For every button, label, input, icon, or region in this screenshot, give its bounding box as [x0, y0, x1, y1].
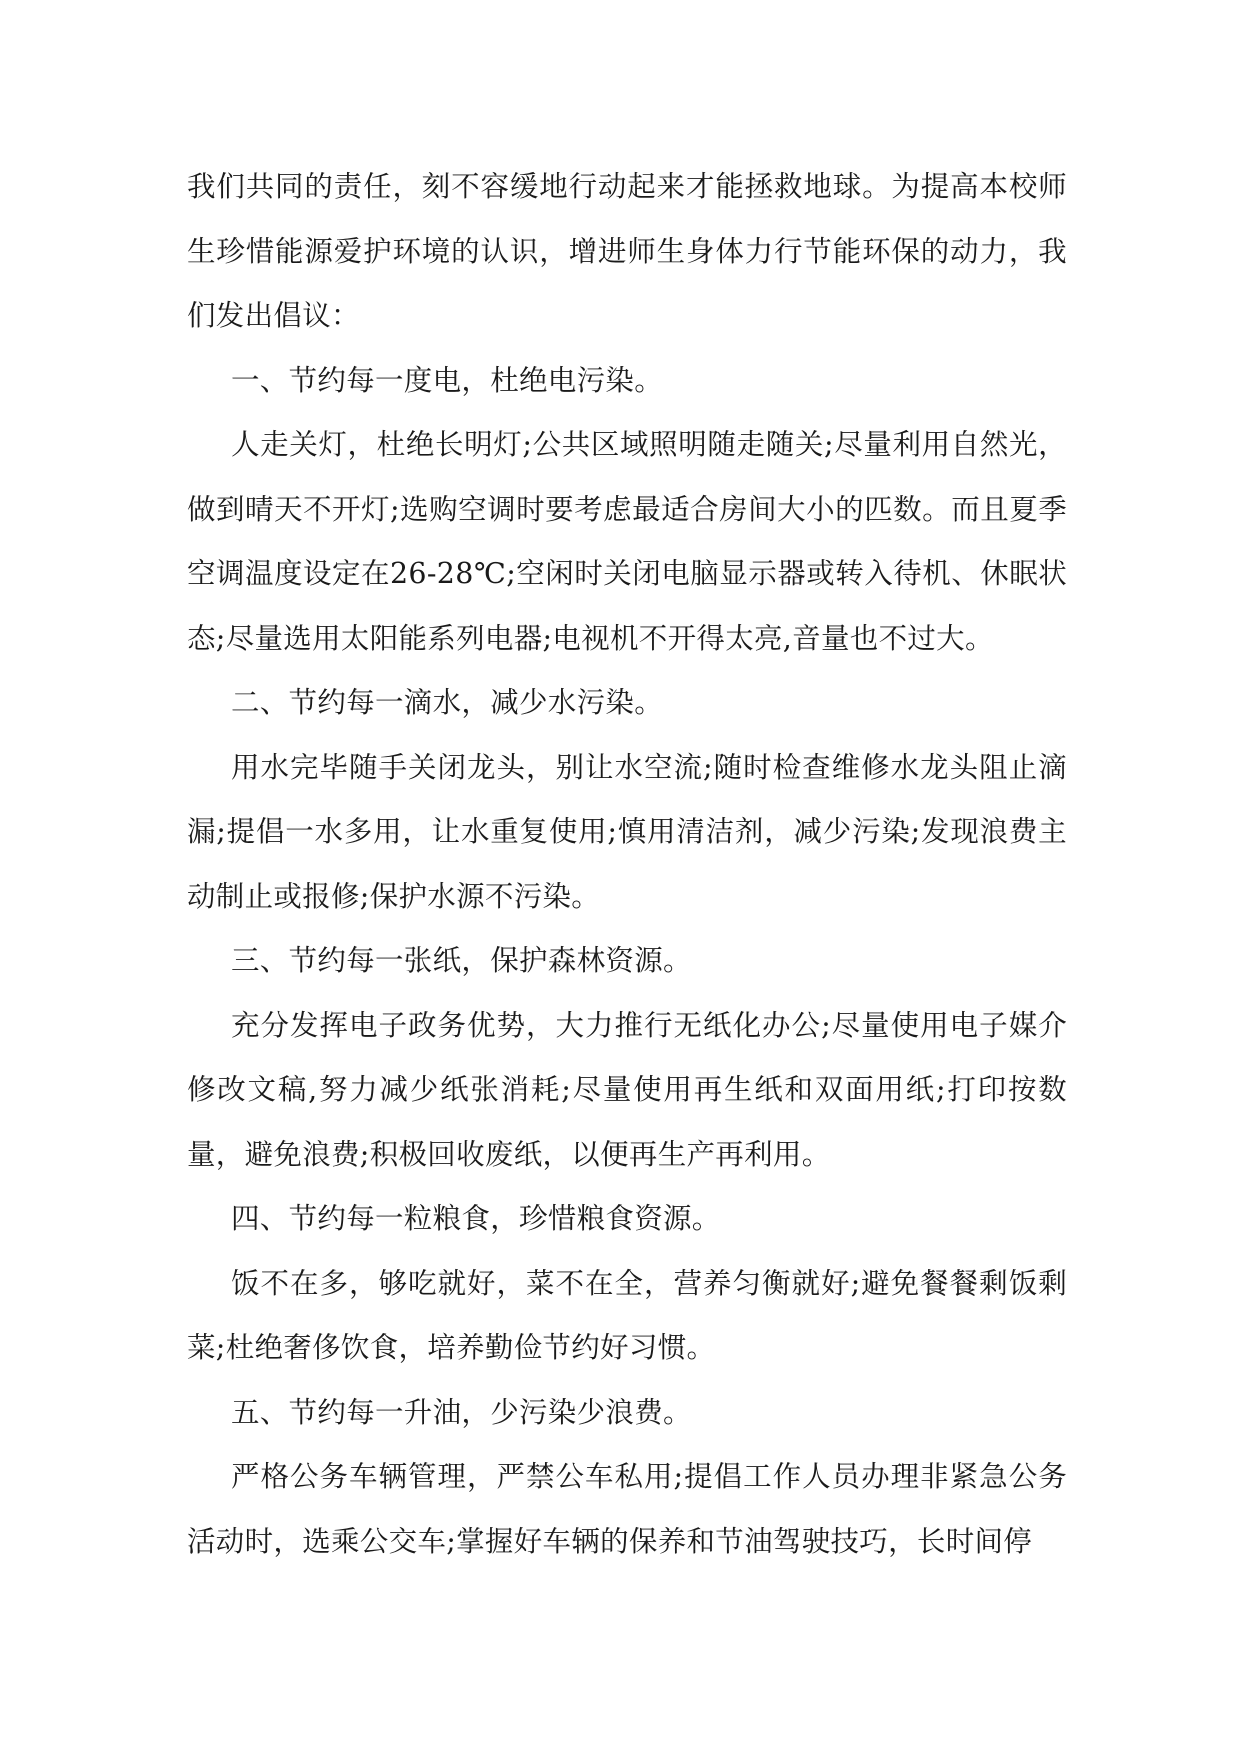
paragraph-save-water: 用水完毕随手关闭龙头，别让水空流;随时检查维修水龙头阻止滴漏;提倡一水多用，让水重复使用;慎用清洁剂，减少污染;发现浪费主动制止或报修;保护水源不污染。: [187, 750, 1067, 913]
heading-save-water: 二、节约每一滴水，减少水污染。: [231, 686, 664, 719]
document-body: [187, 155, 1067, 1574]
paragraph-save-food: 饭不在多，够吃就好，菜不在全，营养匀衡就好;避免餐餐剩饭剩菜;杜绝奢侈饮食，培养勤俭节约好习惯。: [187, 1266, 1067, 1364]
heading-save-electricity: 一、节约每一度电，杜绝电污染。: [231, 363, 664, 397]
paragraph-intro-continued: 我们共同的责任，刻不容缓地行动起来才能拯救地球。为提高本校师生珍惜能源爱护环境的认识，增进师生身体力行节能环保的动力，我们发出倡议：: [187, 170, 1067, 332]
heading-save-food: 四、节约每一粒粮食，珍惜粮食资源。: [231, 1202, 721, 1235]
paragraph-save-electricity: 人走关灯，杜绝长明灯;公共区域照明随走随关;尽量利用自然光，做到晴天不开灯;选购空调时要考虑最适合房间大小的匹数。而且夏季空调温度设定在26-28℃;空闲时关闭电脑显示器或转入待机、休眠状态;尽量选用太阳能系列电器;电视机不开得太亮,音量也不过大。: [187, 428, 1067, 655]
heading-save-oil: 五、节约每一升油，少污染少浪费。: [231, 1395, 692, 1429]
heading-save-paper: 三、节约每一张纸，保护森林资源。: [231, 944, 692, 977]
paragraph-save-paper: 充分发挥电子政务优势，大力推行无纸化办公;尽量使用电子媒介修改文稿,努力减少纸张消耗;尽量使用再生纸和双面用纸;打印按数量，避免浪费;积极回收废纸，以便再生产再利用。: [187, 1008, 1067, 1171]
paragraph-save-oil: 严格公务车辆管理，严禁公车私用;提倡工作人员办理非紧急公务活动时，选乘公交车;掌握好车辆的保养和节油驾驶技巧，长时间停: [187, 1460, 1067, 1558]
